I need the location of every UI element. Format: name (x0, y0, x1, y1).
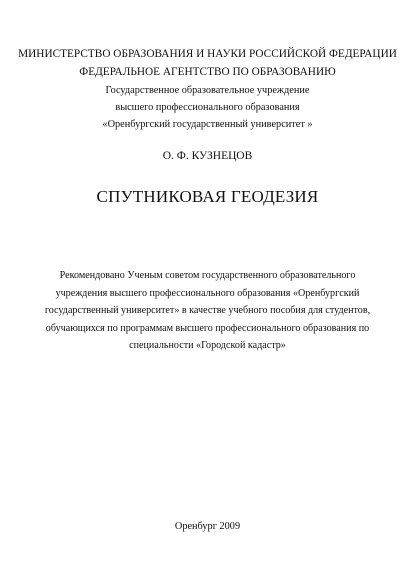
recommendation-block (30, 267, 385, 355)
recommendation-line: обучающихся по программам высшего профессионального образования по (45, 322, 370, 334)
ministry-heading: МИНИСТЕРСТВО ОБРАЗОВАНИЯ И НАУКИ РОССИЙСКОЙ ФЕДЕРАЦИИ (18, 48, 397, 60)
institution-line: Государственное образовательное учреждение (105, 85, 310, 96)
recommendation-line: государственный университет» в качестве учебного пособия для студентов, (44, 305, 371, 316)
city-year: Оренбург 2009 (174, 521, 241, 532)
recommendation-line: Рекомендовано Ученым советом государственного образовательного (59, 270, 356, 281)
recommendation-line: специальности «Городской кадастр» (129, 340, 286, 351)
agency-heading: ФЕДЕРАЛЬНОЕ АГЕНТСТВО ПО ОБРАЗОВАНИЮ (79, 66, 336, 78)
author-name: О. Ф. КУЗНЕЦОВ (162, 150, 253, 162)
institution-line: высшего профессионального образования (115, 102, 300, 113)
recommendation-line: учреждения высшего профессионального образования «Оренбургский (55, 287, 360, 299)
book-title: СПУТНИКОВАЯ ГЕОДЕЗИЯ (96, 187, 319, 206)
institution-line: «Оренбургский государственный университет » (102, 119, 313, 130)
